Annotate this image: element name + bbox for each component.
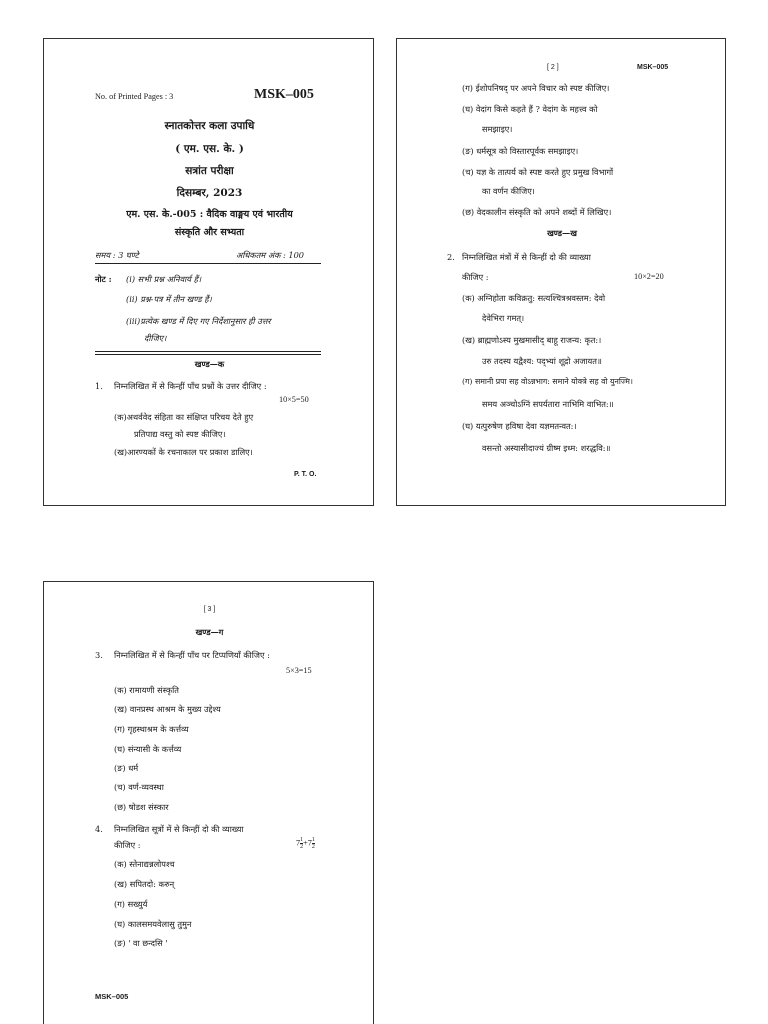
page-number: [ 3 ] [203, 606, 216, 613]
section-a-heading: खण्ड—क [194, 359, 225, 369]
marks-whole-part: 7 [296, 838, 301, 848]
page-1 [43, 38, 374, 506]
marks-whole-part: 7 [307, 838, 312, 848]
question-2b-line-1: (ख) ब्राह्मणोऽस्य मुखमासीद् बाहू राजन्य: कृत:। [462, 335, 602, 345]
page-2 [396, 38, 726, 506]
course-title-line-2: संस्कृति और सभ्यता [174, 227, 245, 238]
question-number: 1. [95, 381, 103, 391]
question-2c-line-2: समय अञ्चोऽग्निं सपर्यतारा नाभिमि वाभित:॥ [482, 399, 614, 409]
question-number: 3. [95, 650, 103, 660]
question-1d-line-1: (घ) वेदांग किसे कहते हैं ? वेदांग के महत्त्व को [462, 104, 598, 114]
marks-plus: + [303, 838, 308, 848]
question-3-item: (च) वर्ण-व्यवस्था [114, 782, 164, 792]
question-1f-line-2: का वर्णन कीजिए। [482, 186, 535, 196]
question-2c-line-1: (ग) समानी प्रपा सह वोऽन्नभाग: समाने योक्त्रे सह वो युनज्मि। [462, 377, 633, 386]
exam-title: सत्रांत परीक्षा [185, 165, 234, 177]
printed-pages-label: No. of Printed Pages : 3 [95, 92, 174, 101]
question-4-item: (घ) कालसमयवेलासु तुमुन [114, 919, 192, 929]
question-4-text-line-1: निम्नलिखित सूत्रों में से किन्हीं दो की व्याख्या [114, 824, 244, 834]
question-3-marks: 5×3=15 [286, 666, 312, 675]
section-b-heading: खण्ड—ख [547, 228, 577, 238]
question-3-text: निम्नलिखित में से किन्हीं पाँच पर टिप्पणियाँ कीजिए : [114, 650, 270, 660]
note-label: नोट : [95, 274, 112, 284]
question-4-item: (ङ) ' वा छन्दसि ' [114, 938, 168, 948]
question-2-text-line-2: कीजिए : [462, 272, 489, 282]
note-item-3-continued: दीजिए। [144, 333, 167, 343]
question-2b-line-2: उरु तदस्य यद्वैश्य: पद्भ्यां शूद्रो अजायत॥ [482, 356, 602, 366]
question-1b: (ख)आरण्यकों के रचनाकाल पर प्रकाश डालिए। [114, 447, 253, 457]
question-3-item: (छ) षोडश संस्कार [114, 802, 169, 812]
degree-title: स्नातकोत्तर कला उपाधि [164, 120, 255, 132]
question-number: 2. [447, 252, 455, 262]
marks-fraction [312, 837, 315, 850]
note-item-2: (ii) प्रश्न-पत्र में तीन खण्ड हैं। [126, 294, 212, 304]
question-3-item: (क) रामायणी संस्कृति [114, 685, 179, 695]
question-2-marks: 10×2=20 [634, 272, 664, 281]
question-2a-line-1: (क) अग्निहोता कविक्रतु: सत्यश्चित्रश्रवस्तम: देवो [462, 293, 606, 303]
divider [95, 354, 321, 355]
fraction-denominator: 2 [300, 844, 304, 850]
exam-date: दिसम्बर, 2023 [176, 187, 243, 199]
course-title-line-1: एम. एस. के.-005 : वैदिक वाङ्मय एवं भारतीय [126, 209, 293, 220]
question-2d-line-1: (घ) यत्पुरुषेण हविषा देवा यज्ञमतन्वत:। [462, 421, 577, 431]
question-4-item: (क) स्तेनाद्यन्नलोपश्च [114, 859, 175, 869]
question-1a-line-1: (क)अथर्ववेद संहिता का संक्षिप्त परिचय देते हुए [114, 412, 254, 422]
question-3-item: (ग) गृहस्थाश्रम के कर्त्तव्य [114, 724, 189, 734]
question-number: 4. [95, 824, 103, 834]
fraction-numerator: 1 [311, 837, 315, 843]
question-2a-line-2: देवेभिरा गमत्। [482, 313, 525, 323]
page-3 [43, 581, 374, 1024]
question-3-item: (ख) वानप्रस्थ आश्रम के मुख्य उद्देश्य [114, 704, 221, 714]
question-1d-line-2: समझाइए। [482, 124, 513, 134]
question-2d-line-2: वसन्तो अस्यासीदाज्यं ग्रीष्म इध्म: शरद्धवि:॥ [482, 443, 611, 453]
divider [95, 263, 321, 264]
pto-marker: P. T. O. [294, 471, 317, 478]
question-1-marks: 10×5=50 [279, 395, 309, 404]
question-1-text: निम्नलिखित में से किन्हीं पाँच प्रश्नों के उत्तर दीजिए : [114, 381, 267, 391]
question-4-item: (ग) सख्युर्य [114, 899, 148, 909]
question-4-text-line-2: कीजिए : [114, 840, 141, 850]
section-c-heading: खण्ड—ग [195, 627, 224, 637]
question-3-item: (ङ) धर्म [114, 763, 139, 773]
divider [95, 351, 321, 352]
question-2-text-line-1: निम्नलिखित मंत्रों में से किन्हीं दो की व्याख्या [462, 252, 591, 262]
question-1f-line-1: (च) यज्ञ के तात्पर्य को स्पष्ट करते हुए प्रमुख विभागों [462, 167, 614, 177]
question-4-item: (ख) सपितदो: करुन् [114, 879, 175, 889]
question-1g: (छ) वेदकालीन संस्कृति को अपने शब्दों में लिखिए। [462, 207, 612, 217]
question-1c: (ग) ईशोपनिषद् पर अपने विचार को स्पष्ट कीजिए। [462, 83, 610, 93]
note-item-3: (iii)प्रत्येक खण्ड में दिए गए निर्देशानुसार ही उत्तर [126, 316, 271, 326]
degree-abbreviation: ( एम. एस. के. ) [175, 143, 244, 155]
question-3-item: (घ) संन्यासी के कर्त्तव्य [114, 744, 182, 754]
footer-course-code: MSK–005 [95, 992, 129, 1001]
course-code: MSK–005 [254, 87, 314, 102]
page-number: [ 2 ] [547, 64, 559, 71]
fraction-denominator: 2 [311, 844, 315, 850]
question-1a-line-2: प्रतिपाद्य वस्तु को स्पष्ट कीजिए। [134, 429, 226, 439]
max-marks: अधिकतम अंक : 100 [236, 250, 304, 260]
course-code: MSK–005 [637, 64, 669, 71]
fraction-numerator: 1 [300, 837, 304, 843]
question-4-marks [296, 837, 315, 850]
time-allowed: समय : 3 घण्टे [95, 250, 139, 260]
note-item-1: (i) सभी प्रश्न अनिवार्य हैं। [126, 274, 202, 284]
question-1e: (ङ) धर्मसूत्र को विस्तारपूर्वक समझाइए। [462, 146, 579, 156]
